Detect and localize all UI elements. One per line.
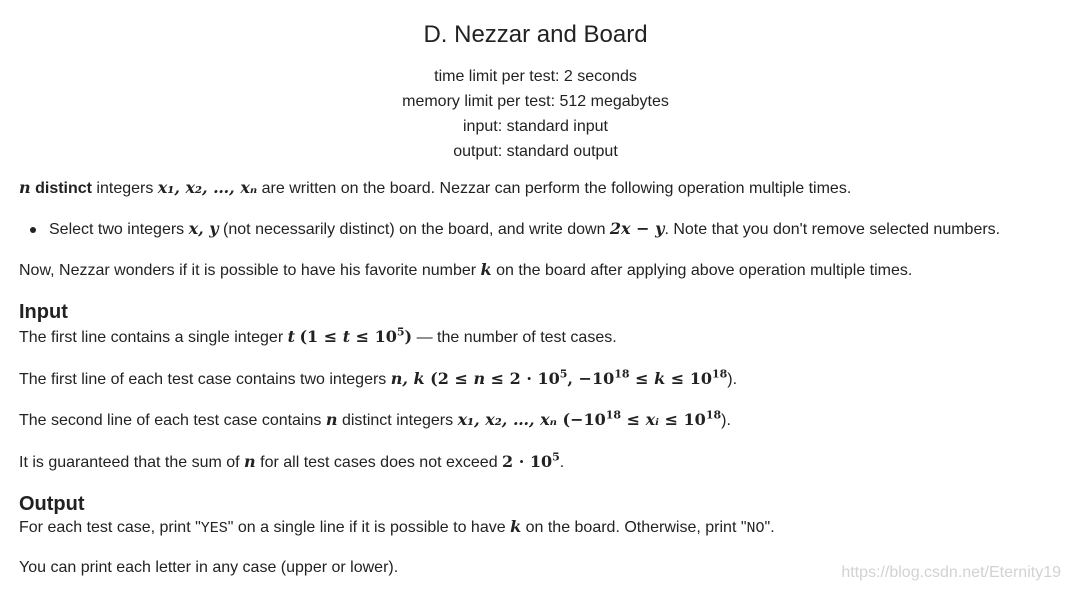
code-yes: YES — [200, 520, 228, 537]
text: — the number of test cases. — [412, 329, 617, 346]
operation-list — [19, 218, 1059, 241]
statement-paragraph-1 — [19, 177, 1059, 200]
input-line-1 — [19, 326, 1059, 349]
output-heading-block — [19, 492, 1059, 516]
math-part: (1 ≤ — [299, 327, 343, 346]
text: Select two integers — [49, 221, 189, 238]
math-part: 2 · 10 — [502, 452, 553, 471]
math-var: n — [244, 452, 256, 471]
math-var: k — [510, 517, 522, 536]
math-part: , −10 — [567, 369, 615, 388]
math-exponent: 5 — [552, 450, 560, 464]
math-part: n — [473, 369, 486, 388]
math-constraint — [557, 410, 721, 429]
memory-limit: memory limit per test: 512 megabytes — [402, 93, 669, 110]
input-heading: Input — [19, 301, 68, 323]
bold-text: distinct — [35, 180, 92, 197]
text: . Note that you don't remove selected numbers. — [664, 221, 1001, 238]
math-part: ≤ 10 — [659, 410, 706, 429]
time-limit: time limit per test: 2 seconds — [434, 68, 637, 85]
problem-title: D. Nezzar and Board — [423, 21, 648, 48]
text: for all test cases does not exceed — [255, 454, 503, 471]
math-vars: n, k — [390, 369, 425, 388]
math-exponent: 5 — [559, 367, 568, 381]
input-line-2 — [19, 368, 1059, 391]
math-var: n — [325, 410, 338, 429]
watermark: https://blog.csdn.net/Eternity19 — [841, 564, 1061, 581]
problem-header — [0, 18, 1071, 164]
text: For each test case, print " — [19, 519, 201, 536]
text: It is guaranteed that the sum of — [19, 454, 245, 471]
text: Now, Nezzar wonders if it is possible to have his favorite number — [19, 262, 481, 279]
text: ). — [727, 371, 738, 388]
math-part: ) — [404, 327, 413, 346]
math-part: (−10 — [556, 410, 606, 429]
statement-paragraph-2 — [19, 259, 1059, 282]
text: The first line of each test case contains two integers — [19, 371, 391, 388]
math-constraint — [502, 452, 560, 471]
output-heading: Output — [19, 493, 85, 515]
math-sequence: x₁, x₂, …, xₙ — [157, 178, 258, 197]
math-exponent: 18 — [711, 367, 728, 381]
math-sequence: x₁, x₂, …, xₙ — [457, 410, 557, 429]
math-part: (2 ≤ — [424, 369, 474, 388]
math-exponent: 18 — [614, 367, 630, 381]
output-file: output: standard output — [453, 143, 618, 160]
code-no: NO — [746, 520, 765, 537]
math-exponent: 18 — [605, 408, 622, 422]
math-constraint — [425, 369, 728, 388]
math-part: ≤ 2 · 10 — [485, 369, 560, 388]
text: ". — [764, 519, 775, 536]
list-item — [19, 218, 1059, 241]
text: on the board. Otherwise, print " — [521, 519, 747, 536]
math-part: xᵢ — [645, 410, 659, 429]
math-expression: 2x − y — [609, 219, 665, 238]
text: The first line contains a single integer — [19, 329, 288, 346]
text: integers — [91, 180, 158, 197]
text: You can print each letter in any case (upper or lower). — [19, 559, 399, 576]
text: are written on the board. Nezzar can perform the following operation multiple times. — [257, 180, 852, 197]
math-var: t — [287, 327, 295, 346]
math-part: ≤ 10 — [350, 327, 397, 346]
math-exponent: 5 — [396, 325, 405, 339]
math-vars: x, y — [188, 219, 219, 238]
math-var: n — [19, 178, 31, 197]
math-exponent: 18 — [705, 408, 722, 422]
text: " on a single line if it is possible to have — [227, 519, 511, 536]
math-part: t — [342, 327, 351, 346]
math-constraint — [299, 327, 412, 346]
bullet-icon — [30, 227, 36, 233]
text: (not necessarily distinct) on the board, and write down — [218, 221, 610, 238]
text: ). — [721, 412, 731, 429]
input-heading-block — [19, 300, 1059, 324]
input-line-3 — [19, 409, 1059, 432]
text: The second line of each test case contains — [19, 412, 326, 429]
text: distinct integers — [337, 412, 458, 429]
text: on the board after applying above operation multiple times. — [491, 262, 913, 279]
text: . — [559, 454, 565, 471]
math-part: ≤ — [621, 410, 646, 429]
math-part: k — [654, 369, 666, 388]
input-line-4 — [19, 451, 1059, 474]
math-var: k — [480, 260, 492, 279]
output-line-1 — [19, 516, 1059, 540]
math-part: ≤ — [629, 369, 655, 388]
input-file: input: standard input — [463, 118, 608, 135]
math-part: ≤ 10 — [665, 369, 712, 388]
